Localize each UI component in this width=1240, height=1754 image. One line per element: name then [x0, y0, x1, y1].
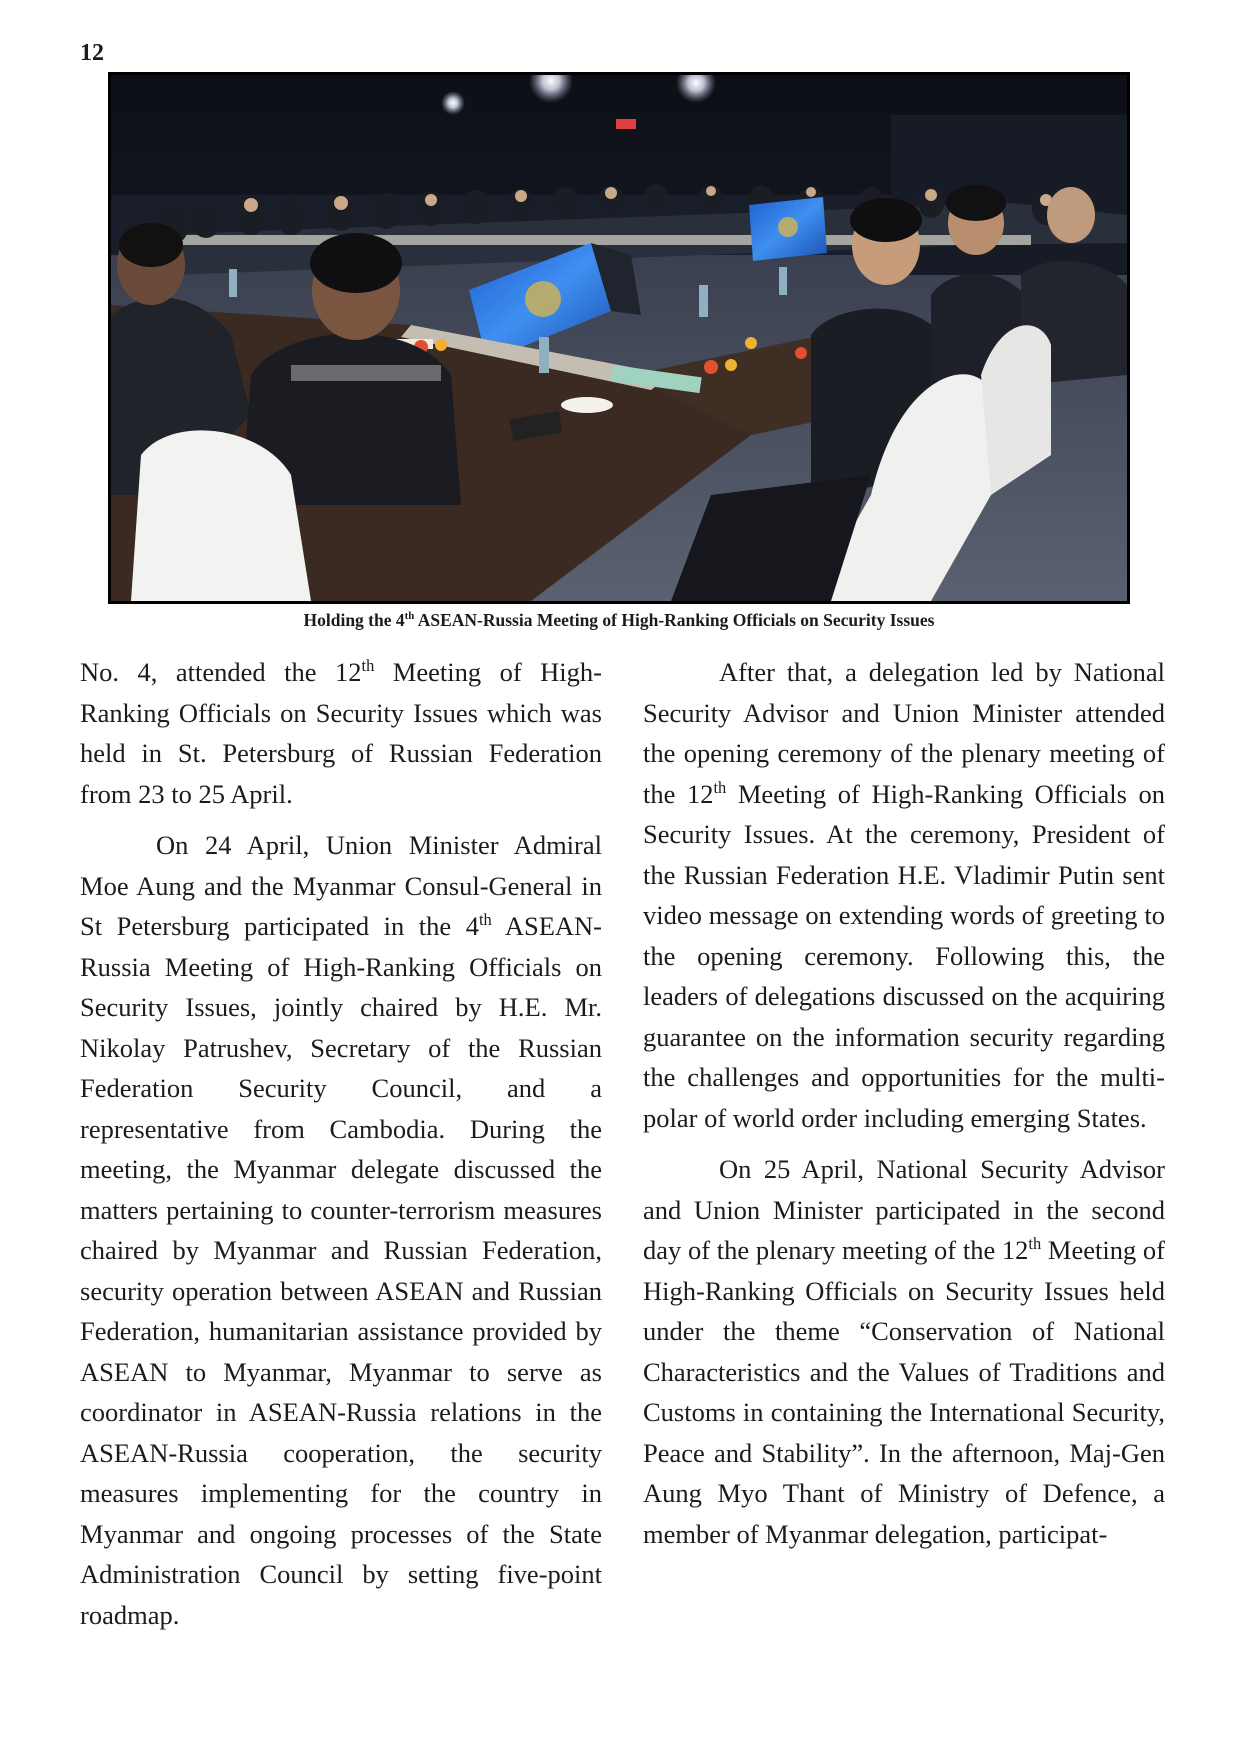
page-number: 12 [80, 40, 104, 66]
meeting-photo-illustration [111, 75, 1127, 601]
left-column [80, 652, 602, 1646]
paragraph-text: On 24 April, Union Minister Admiral Moe Aung and the Myanmar Consul-General in St Petersburg participated in the 4 [80, 830, 602, 941]
caption-superscript: th [404, 610, 415, 623]
paragraph [643, 1149, 1165, 1554]
caption-text-after: ASEAN-Russia Meeting of High-Ranking Officials on Security Issues [414, 610, 935, 630]
paragraph-text: Meeting of High-Ranking Officials on Security Issues held under the theme “Conservation of National Characteristics and the Values of Traditions and Customs in containing the International Security, Peace and Stability”. In the afternoon, Maj-Gen Aung Myo Thant of Ministry of Defence, a member of Myanmar delegation, participat- [643, 1235, 1165, 1549]
paragraph-text: On 25 April, National Security Advisor and Union Minister participated in the second day of the plenary meeting of the 12 [643, 1154, 1165, 1265]
ordinal-superscript: th [478, 910, 492, 930]
paragraph-text: ASEAN-Russia Meeting of High-Ranking Officials on Security Issues, jointly chaired by H.E. Mr. Nikolay Patrushev, Secretary of the Russian Federation Security Council, and a representative from Cambodia. During the meeting, the Myanmar delegate discussed the matters pertaining to counter-terrorism measures chaired by Myanmar and Russian Federation, security operation between ASEAN and Russian Federation, humanitarian assistance provided by ASEAN to Myanmar, Myanmar to serve as coordinator in ASEAN-Russia relations in the ASEAN-Russia cooperation, the security measures implementing for the country in Myanmar and ongoing processes of the State Administration Council by setting five-point roadmap. [80, 911, 602, 1630]
ordinal-superscript: th [1028, 1234, 1042, 1254]
caption-text-before: Holding the 4 [303, 610, 405, 630]
paragraph-text: No. 4, attended the 12 [80, 657, 362, 687]
paragraph [80, 825, 602, 1635]
ordinal-superscript: th [361, 656, 375, 676]
photo-caption [108, 608, 1130, 632]
paragraph-text: Meeting of High-Ranking Officials on Security Issues which was held in St. Petersburg of Russian Federation from 23 to 25 April. [80, 657, 602, 809]
ordinal-superscript: th [713, 777, 727, 797]
ceiling-light [441, 91, 465, 115]
right-column [643, 652, 1165, 1565]
paragraph-text: After that, a delegation led by National Security Advisor and Union Minister attended the opening ceremony of the plenary meeting of the 12 [643, 657, 1165, 809]
paragraph [80, 652, 602, 814]
paragraph [643, 652, 1165, 1138]
paragraph-text: Meeting of High-Ranking Officials on Security Issues. At the ceremony, President of the Russian Federation H.E. Vladimir Putin sent video message on extending words of greeting to the opening ceremony. Following this, the leaders of delegations discussed on the acquiring guarantee on the information security regarding the challenges and opportunities for the multi-polar of world order including emerging States. [643, 778, 1166, 1133]
meeting-photo [108, 72, 1130, 604]
